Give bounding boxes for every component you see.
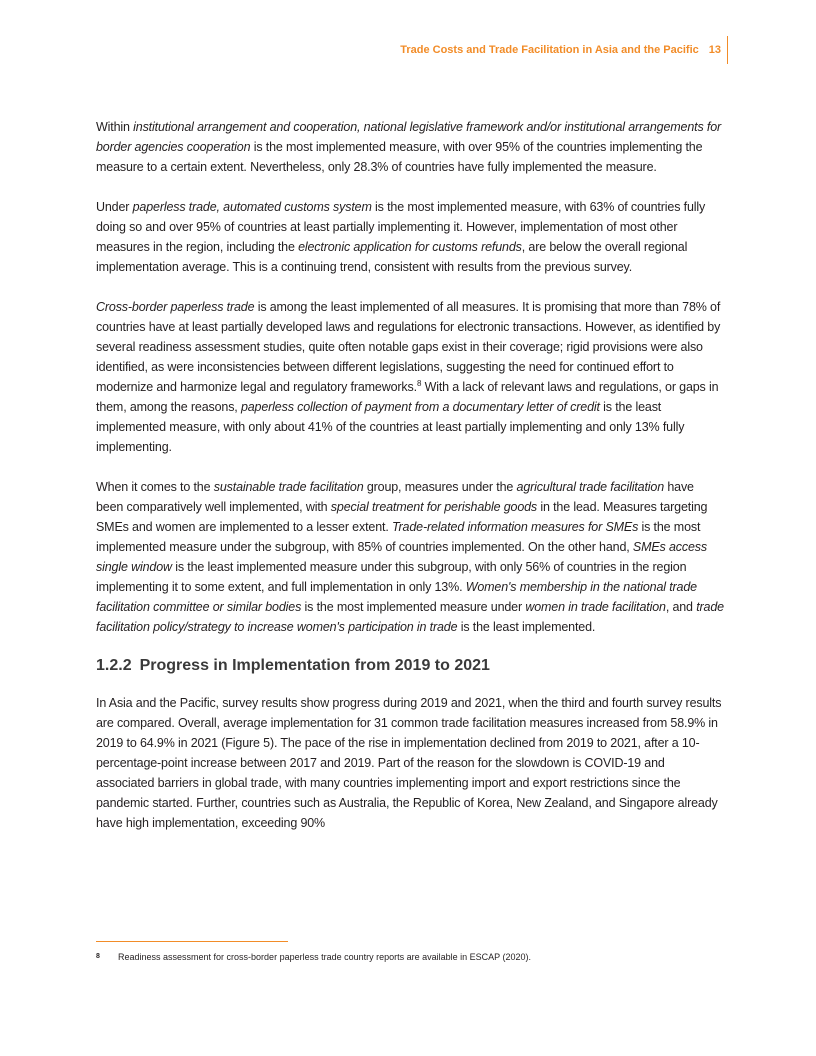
footnote-text: Readiness assessment for cross-border paperless trade country reports are available in ESCAP (2020). xyxy=(118,952,532,962)
italic-term: special treatment for perishable goods xyxy=(330,500,538,514)
paragraph-institutional xyxy=(96,117,724,177)
text-span: is the least implemented. xyxy=(457,620,596,634)
text-span: , are below the overall regional implementation average. This is a continuing trend, consistent with results from the previous survey. xyxy=(96,240,688,274)
italic-term: paperless collection of payment from a documentary letter of credit xyxy=(240,400,600,414)
text-span: is the most implemented measure under the subgroup, with 85% of countries implemented. On the other hand, xyxy=(96,520,701,554)
text-span: With a lack of relevant laws and regulations, or gaps in them, among the reasons, xyxy=(96,380,719,414)
section-heading xyxy=(96,657,724,675)
footnote xyxy=(96,951,716,963)
text-span: Under xyxy=(96,200,133,214)
italic-term: Cross-border paperless trade xyxy=(96,300,255,314)
running-header xyxy=(400,36,728,64)
italic-term: agricultural trade facilitation xyxy=(516,480,665,494)
footnote-divider xyxy=(96,941,288,942)
text-span: When it comes to the xyxy=(96,480,214,494)
text-span: , and xyxy=(665,600,697,614)
italic-term: SMEs access single window xyxy=(96,540,707,574)
text-span: in the lead. Measures targeting SMEs and women are implemented to a lesser extent. xyxy=(96,500,708,534)
text-span: is the most implemented measure, with over 95% of the countries implementing the measure to a certain extent. Nevertheless, only 28.3% of countries have fully implemented the measure. xyxy=(96,140,703,174)
italic-term: Women's membership in the national trade facilitation committee or similar bodies xyxy=(96,580,697,614)
footnote-reference[interactable]: 8 xyxy=(416,378,422,388)
section-title: Progress in Implementation from 2019 to 2021 xyxy=(139,657,490,674)
text-span: is the least implemented measure, with only about 41% of the countries at least partially implementing and only 13% fully implementing. xyxy=(96,400,685,454)
paragraph-paperless xyxy=(96,197,724,277)
paragraph-progress: In Asia and the Pacific, survey results show progress during 2019 and 2021, when the third and fourth survey results are compared. Overall, average implementation for 31 common trade facilitation measures increased from 58.9% in 2019 to 64.9% in 2021 (Figure 5). The pace of the rise in implementation declined from 2019 to 2021, after a 10-percentage-point increase between 2017 and 2019. Part of the reason for the slowdown is COVID-19 and associated barriers in global trade, with many countries implementing import and export restrictions since the pandemic started. Further, countries such as Australia, the Republic of Korea, New Zealand, and Singapore already have high implementation, exceeding 90% xyxy=(96,696,722,830)
italic-term: sustainable trade facilitation xyxy=(213,480,364,494)
text-span: group, measures under the xyxy=(363,480,517,494)
italic-term: electronic application for customs refunds xyxy=(298,240,522,254)
text-span: is the most implemented measure under xyxy=(301,600,526,614)
page-number: 13 xyxy=(708,44,721,56)
text-span: is among the least implemented of all measures. It is promising that more than 78% of countries have at least partially developed laws and regulations for electronic transactions. However, as identified by several readiness assessment studies, quite often notable gaps exist in their coverage; rigid provisions were also identified, as were inconsistencies between different legislations, suggesting the need for continued effort to modernize and harmonize legal and regulatory frameworks. xyxy=(96,300,721,394)
text-span: is the least implemented measure under this subgroup, with only 56% of countries in the region implementing it to some extent, and full implementation in only 13%. xyxy=(96,560,687,594)
main-content xyxy=(96,117,724,853)
section-number: 1.2.2 xyxy=(96,657,132,674)
paragraph-sustainable xyxy=(96,477,724,637)
italic-term: trade facilitation policy/strategy to increase women's participation in trade xyxy=(96,600,724,634)
italic-term: women in trade facilitation xyxy=(525,600,666,614)
italic-term: Trade-related information measures for SMEs xyxy=(391,520,639,534)
italic-term: institutional arrangement and cooperation, national legislative framework and/or institutional arrangements for border agencies cooperation xyxy=(96,120,722,154)
header-title: Trade Costs and Trade Facilitation in Asia and the Pacific xyxy=(400,44,699,56)
text-span: have been comparatively well implemented, with xyxy=(96,480,694,514)
text-span: is the most implemented measure, with 63% of countries fully doing so and over 95% of countries at least partially implementing it. However, implementation of most other measures in the region, including the xyxy=(96,200,706,254)
text-span: Within xyxy=(96,120,134,134)
footnote-mark: 8 xyxy=(96,953,100,960)
paragraph-cross-border xyxy=(96,297,724,457)
italic-term: paperless trade, automated customs system xyxy=(132,200,372,214)
